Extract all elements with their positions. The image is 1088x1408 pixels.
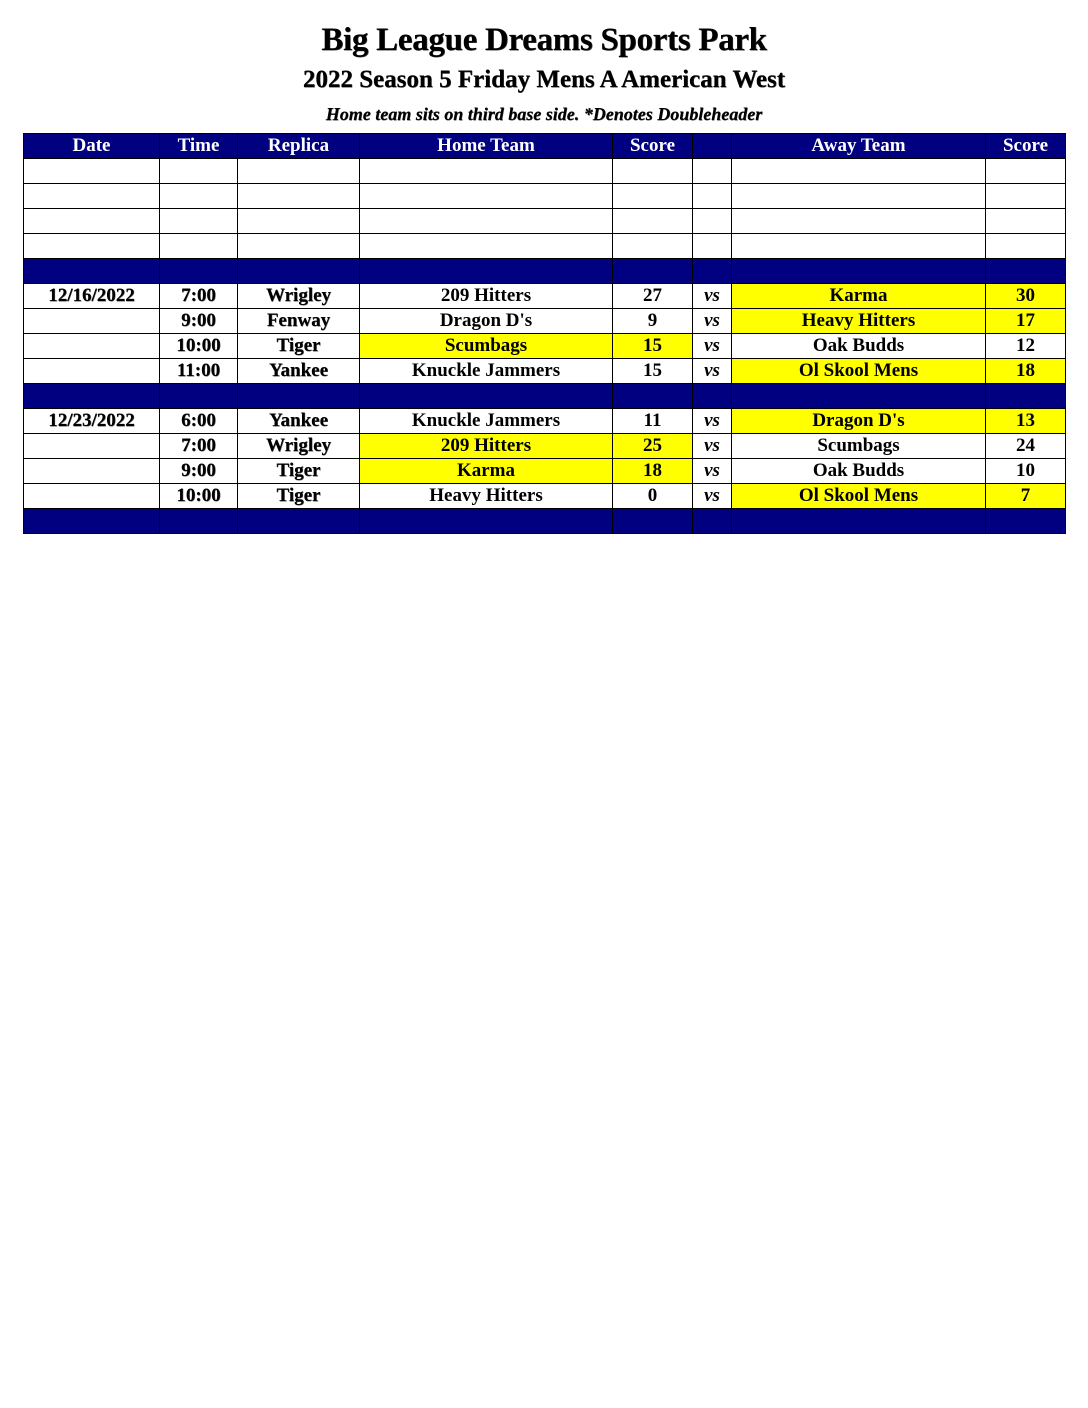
vs-label: vs [693, 334, 732, 359]
game-row [24, 484, 1066, 509]
separator-row [24, 259, 1066, 284]
blank-cell [986, 209, 1066, 234]
table-body [24, 159, 1066, 534]
blank-cell [360, 184, 613, 209]
home-score: 11 [613, 409, 693, 434]
game-time: 6:00 [160, 409, 238, 434]
home-team: Dragon D's [360, 309, 613, 334]
separator-cell [693, 259, 732, 284]
away-team: Oak Budds [732, 334, 986, 359]
page-subtitle: 2022 Season 5 Friday Mens A American West [302, 66, 786, 93]
vs-label: vs [693, 434, 732, 459]
blank-cell [238, 234, 360, 259]
blank-cell [238, 209, 360, 234]
separator-cell [732, 509, 986, 534]
game-date [24, 309, 160, 334]
separator-row [24, 384, 1066, 409]
game-row [24, 409, 1066, 434]
separator-cell [24, 259, 160, 284]
game-date [24, 359, 160, 384]
blank-cell [24, 209, 160, 234]
separator-cell [160, 509, 238, 534]
blank-row [24, 209, 1066, 234]
col-away-score: Score [986, 134, 1066, 159]
home-score: 9 [613, 309, 693, 334]
game-time: 9:00 [160, 459, 238, 484]
game-time: 11:00 [160, 359, 238, 384]
away-score: 24 [986, 434, 1066, 459]
col-away-team: Away Team [732, 134, 986, 159]
separator-cell [613, 384, 693, 409]
home-score: 25 [613, 434, 693, 459]
separator-cell [613, 509, 693, 534]
blank-cell [238, 184, 360, 209]
blank-cell [360, 234, 613, 259]
col-vs [693, 134, 732, 159]
game-replica: Wrigley [238, 284, 360, 309]
home-score: 15 [613, 359, 693, 384]
away-score: 12 [986, 334, 1066, 359]
separator-cell [160, 384, 238, 409]
blank-cell [732, 184, 986, 209]
game-replica: Wrigley [238, 434, 360, 459]
game-date [24, 459, 160, 484]
schedule-table [23, 133, 1066, 534]
home-team: 209 Hitters [360, 284, 613, 309]
game-time: 10:00 [160, 484, 238, 509]
vs-label: vs [693, 359, 732, 384]
blank-cell [732, 209, 986, 234]
away-team: Karma [732, 284, 986, 309]
away-score: 13 [986, 409, 1066, 434]
table-header [24, 134, 1066, 159]
vs-label: vs [693, 409, 732, 434]
blank-cell [613, 234, 693, 259]
game-row [24, 434, 1066, 459]
separator-cell [360, 384, 613, 409]
separator-cell [693, 384, 732, 409]
home-score: 18 [613, 459, 693, 484]
game-replica: Fenway [238, 309, 360, 334]
blank-row [24, 159, 1066, 184]
blank-cell [613, 209, 693, 234]
away-team: Dragon D's [732, 409, 986, 434]
separator-cell [24, 509, 160, 534]
game-time: 10:00 [160, 334, 238, 359]
separator-cell [238, 259, 360, 284]
blank-cell [360, 209, 613, 234]
home-team: Knuckle Jammers [360, 359, 613, 384]
away-score: 30 [986, 284, 1066, 309]
separator-cell [986, 384, 1066, 409]
away-score: 18 [986, 359, 1066, 384]
blank-cell [613, 159, 693, 184]
game-date: 12/23/2022 [24, 409, 160, 434]
game-time: 7:00 [160, 434, 238, 459]
home-team: Knuckle Jammers [360, 409, 613, 434]
blank-cell [238, 159, 360, 184]
col-time: Time [160, 134, 238, 159]
game-replica: Tiger [238, 484, 360, 509]
away-score: 17 [986, 309, 1066, 334]
separator-cell [360, 259, 613, 284]
blank-cell [986, 234, 1066, 259]
vs-label: vs [693, 459, 732, 484]
vs-label: vs [693, 484, 732, 509]
home-team: Heavy Hitters [360, 484, 613, 509]
col-home-team: Home Team [360, 134, 613, 159]
away-team: Ol Skool Mens [732, 484, 986, 509]
separator-cell [732, 384, 986, 409]
separator-cell [238, 509, 360, 534]
blank-cell [732, 159, 986, 184]
game-date [24, 484, 160, 509]
blank-cell [693, 209, 732, 234]
game-replica: Yankee [238, 409, 360, 434]
game-row [24, 334, 1066, 359]
separator-cell [160, 259, 238, 284]
game-row [24, 359, 1066, 384]
blank-cell [693, 159, 732, 184]
separator-cell [24, 384, 160, 409]
blank-row [24, 184, 1066, 209]
blank-cell [160, 209, 238, 234]
away-score: 7 [986, 484, 1066, 509]
game-replica: Yankee [238, 359, 360, 384]
separator-cell [238, 384, 360, 409]
col-replica: Replica [238, 134, 360, 159]
game-date: 12/16/2022 [24, 284, 160, 309]
home-team: 209 Hitters [360, 434, 613, 459]
separator-row [24, 509, 1066, 534]
separator-cell [693, 509, 732, 534]
away-team: Oak Budds [732, 459, 986, 484]
blank-row [24, 234, 1066, 259]
blank-cell [693, 234, 732, 259]
page-title: Big League Dreams Sports Park [321, 22, 767, 58]
game-date [24, 434, 160, 459]
game-replica: Tiger [238, 459, 360, 484]
game-time: 7:00 [160, 284, 238, 309]
home-team: Scumbags [360, 334, 613, 359]
away-team: Ol Skool Mens [732, 359, 986, 384]
separator-cell [613, 259, 693, 284]
blank-cell [360, 159, 613, 184]
blank-cell [732, 234, 986, 259]
home-team: Karma [360, 459, 613, 484]
game-row [24, 309, 1066, 334]
away-score: 10 [986, 459, 1066, 484]
game-row [24, 459, 1066, 484]
away-team: Scumbags [732, 434, 986, 459]
blank-cell [986, 184, 1066, 209]
col-date: Date [24, 134, 160, 159]
col-home-score: Score [613, 134, 693, 159]
home-score: 15 [613, 334, 693, 359]
blank-cell [24, 159, 160, 184]
separator-cell [986, 259, 1066, 284]
blank-cell [613, 184, 693, 209]
separator-cell [360, 509, 613, 534]
blank-cell [160, 234, 238, 259]
game-row [24, 284, 1066, 309]
blank-cell [986, 159, 1066, 184]
separator-cell [732, 259, 986, 284]
vs-label: vs [693, 309, 732, 334]
blank-cell [160, 159, 238, 184]
blank-cell [160, 184, 238, 209]
blank-cell [24, 184, 160, 209]
game-date [24, 334, 160, 359]
vs-label: vs [693, 284, 732, 309]
home-score: 27 [613, 284, 693, 309]
game-time: 9:00 [160, 309, 238, 334]
home-score: 0 [613, 484, 693, 509]
away-team: Heavy Hitters [732, 309, 986, 334]
game-replica: Tiger [238, 334, 360, 359]
schedule-note: Home team sits on third base side. *Denotes Doubleheader [325, 104, 763, 124]
blank-cell [693, 184, 732, 209]
separator-cell [986, 509, 1066, 534]
blank-cell [24, 234, 160, 259]
